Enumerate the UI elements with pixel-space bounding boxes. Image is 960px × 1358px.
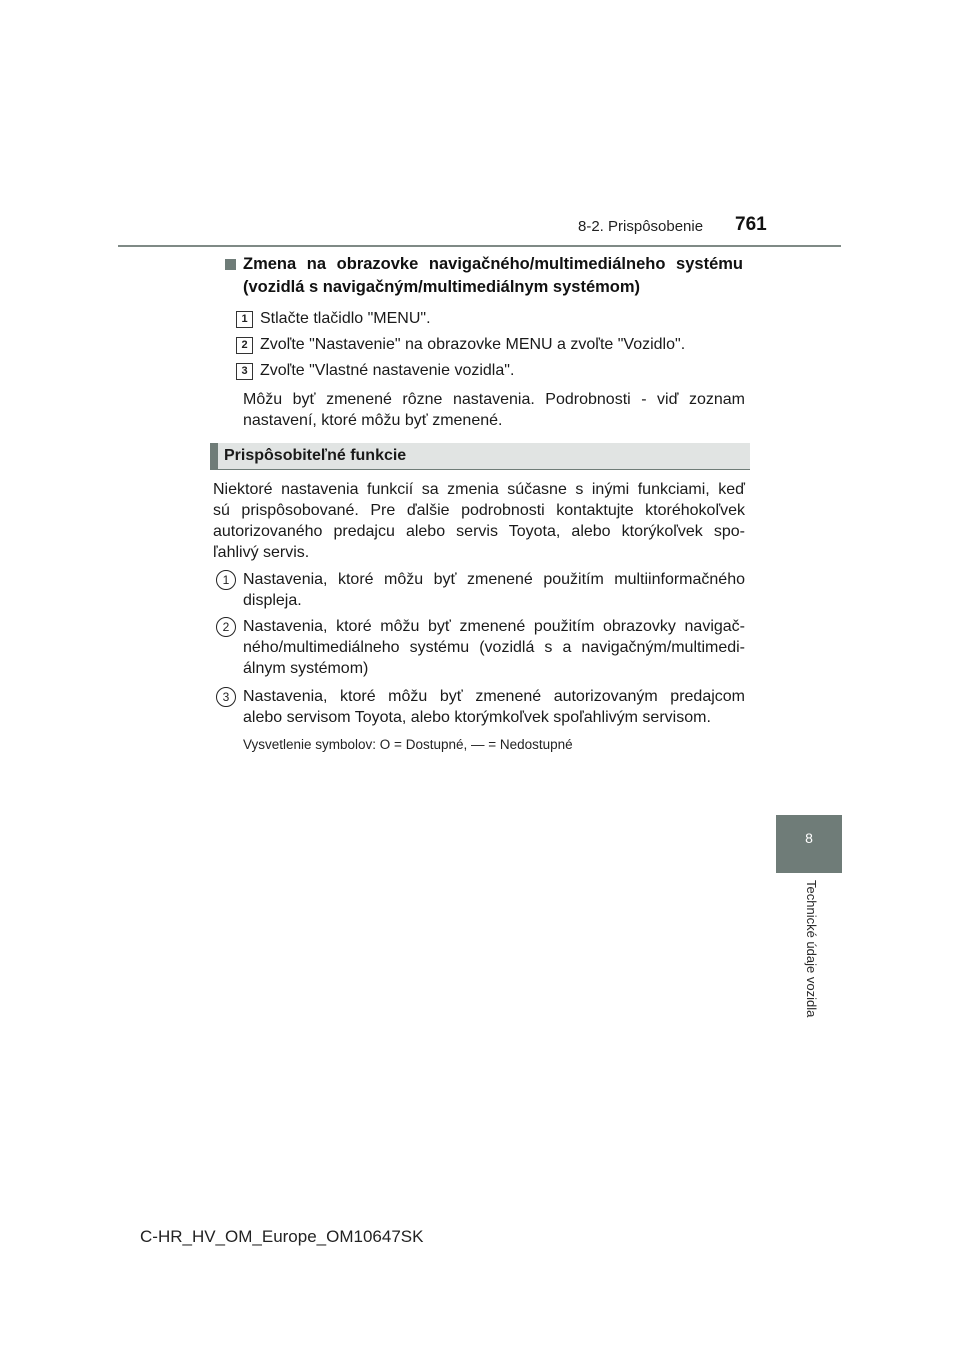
item-number-circle: 3 <box>216 687 236 707</box>
item-text-line: álnym systémom) <box>243 660 369 677</box>
item-text-line: Nastavenia, ktoré môžu byť zmenené použitím multiinformačného <box>243 571 745 588</box>
section-note-line1: Môžu byť zmenené rôzne nastavenia. Podrobnosti - viď zoznam <box>243 391 745 408</box>
chapter-tab-number: 8 <box>805 830 813 846</box>
step-number-box: 3 <box>236 363 253 380</box>
step-text: Stlačte tlačidlo "MENU". <box>260 310 431 327</box>
functions-title-accent <box>210 443 218 470</box>
step-text: Zvoľte "Vlastné nastavenie vozidla". <box>260 362 515 379</box>
running-header-section: 8-2. Prispôsobenie <box>578 218 704 235</box>
header-rule <box>118 245 841 247</box>
functions-intro-line: autorizovaného predajcu alebo servis Toyota, alebo ktorýkoľvek spo- <box>213 523 745 540</box>
item-text-line: Nastavenia, ktoré môžu byť zmenené použitím obrazovky navigač- <box>243 618 745 635</box>
step-text: Zvoľte "Nastavenie" na obrazovke MENU a zvoľte "Vozidlo". <box>260 336 686 353</box>
symbol-legend: Vysvetlenie symbolov: O = Dostupné, — = Nedostupné <box>243 737 573 752</box>
item-text-line: displeja. <box>243 592 302 609</box>
functions-title: Prispôsobiteľné funkcie <box>224 447 407 464</box>
section-heading-line1: Zmena na obrazovke navigačného/multimediálneho systému <box>243 255 743 273</box>
functions-intro-line: Niektoré nastavenia funkcií sa zmenia súčasne s inými funkciami, keď <box>213 481 745 498</box>
step-number-box: 1 <box>236 311 253 328</box>
item-number-circle: 1 <box>216 570 236 590</box>
document-footer-code: C-HR_HV_OM_Europe_OM10647SK <box>140 1227 424 1246</box>
step-number-box: 2 <box>236 337 253 354</box>
functions-title-underline <box>210 469 750 470</box>
section-note-line2: nastavení, ktoré môžu byť zmenené. <box>243 412 503 429</box>
page-number: 761 <box>735 214 767 235</box>
heading-square-icon <box>225 259 236 270</box>
item-number-circle: 2 <box>216 617 236 637</box>
functions-intro-line: ľahlivý servis. <box>213 544 310 561</box>
item-text-line: Nastavenia, ktoré môžu byť zmenené autorizovaným predajcom <box>243 688 745 705</box>
item-text-line: alebo servisom Toyota, alebo ktorýmkoľvek spoľahlivým servisom. <box>243 709 711 726</box>
chapter-tab-label: Technické údaje vozidla <box>804 880 819 1018</box>
item-text-line: ného/multimediálneho systému (vozidlá s a navigačným/multimedi- <box>243 639 745 656</box>
functions-intro-line: sú prispôsobované. Pre ďalšie podrobnosti kontaktujte ktoréhokoľvek <box>213 502 745 519</box>
section-heading-line2: (vozidlá s navigačným/multimediálnym systémom) <box>243 278 641 296</box>
